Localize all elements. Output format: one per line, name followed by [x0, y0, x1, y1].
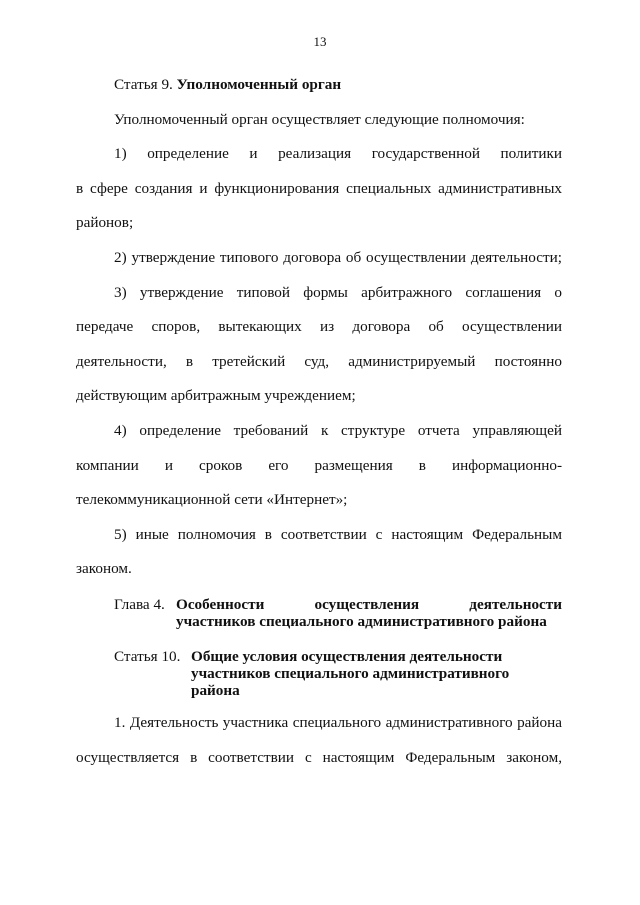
item-5-line-1: 5) иные полномочия в соответствии с настоящим Федеральным	[114, 526, 562, 543]
article-9-heading	[114, 75, 341, 95]
chapter-4-prefix: Глава 4.	[114, 596, 165, 613]
item-3-line-1: 3) утверждение типовой формы арбитражного соглашения о	[114, 284, 562, 301]
item-5-line-2: законом.	[76, 560, 132, 577]
article-10-title-line-3: района	[191, 682, 240, 699]
item-1-line-2: в сфере создания и функционирования специальных административных	[76, 180, 562, 197]
item-3-line-3: деятельности, в третейский суд, администрируемый постоянно	[76, 353, 562, 370]
article-9-prefix: Статья 9.	[114, 76, 173, 93]
article-10-para-1-line-1: 1. Деятельность участника специального административного района	[114, 714, 562, 731]
item-4-line-3: телекоммуникационной сети «Интернет»;	[76, 491, 348, 508]
item-3-line-2: передаче споров, вытекающих из договора об осуществлении	[76, 318, 562, 335]
item-4-line-2: компании и сроков его размещения в информационно-	[76, 457, 562, 474]
item-1-line-1: 1) определение и реализация государственной политики	[114, 145, 562, 162]
item-4-line-1: 4) определение требований к структуре отчета управляющей	[114, 422, 562, 439]
article-10-prefix: Статья 10.	[114, 648, 181, 665]
article-9-title: Уполномоченный орган	[176, 76, 342, 93]
chapter-4-title-line-1: Особенности осуществления деятельности	[176, 596, 562, 613]
chapter-4-title-line-2: участников специального административного района	[176, 613, 547, 630]
item-3-line-4: действующим арбитражным учреждением;	[76, 387, 356, 404]
item-2-line: 2) утверждение типового договора об осуществлении деятельности;	[114, 249, 562, 266]
item-1-line-3: районов;	[76, 214, 134, 231]
article-10-para-1-line-2: осуществляется в соответствии с настоящим Федеральным законом,	[76, 749, 562, 766]
article-9-intro: Уполномоченный орган осуществляет следующие полномочия:	[114, 111, 525, 128]
page-number: 13	[313, 34, 327, 49]
article-10-title-line-2: участников специального административного	[191, 665, 510, 682]
article-10-title-line-1: Общие условия осуществления деятельности	[191, 648, 503, 665]
